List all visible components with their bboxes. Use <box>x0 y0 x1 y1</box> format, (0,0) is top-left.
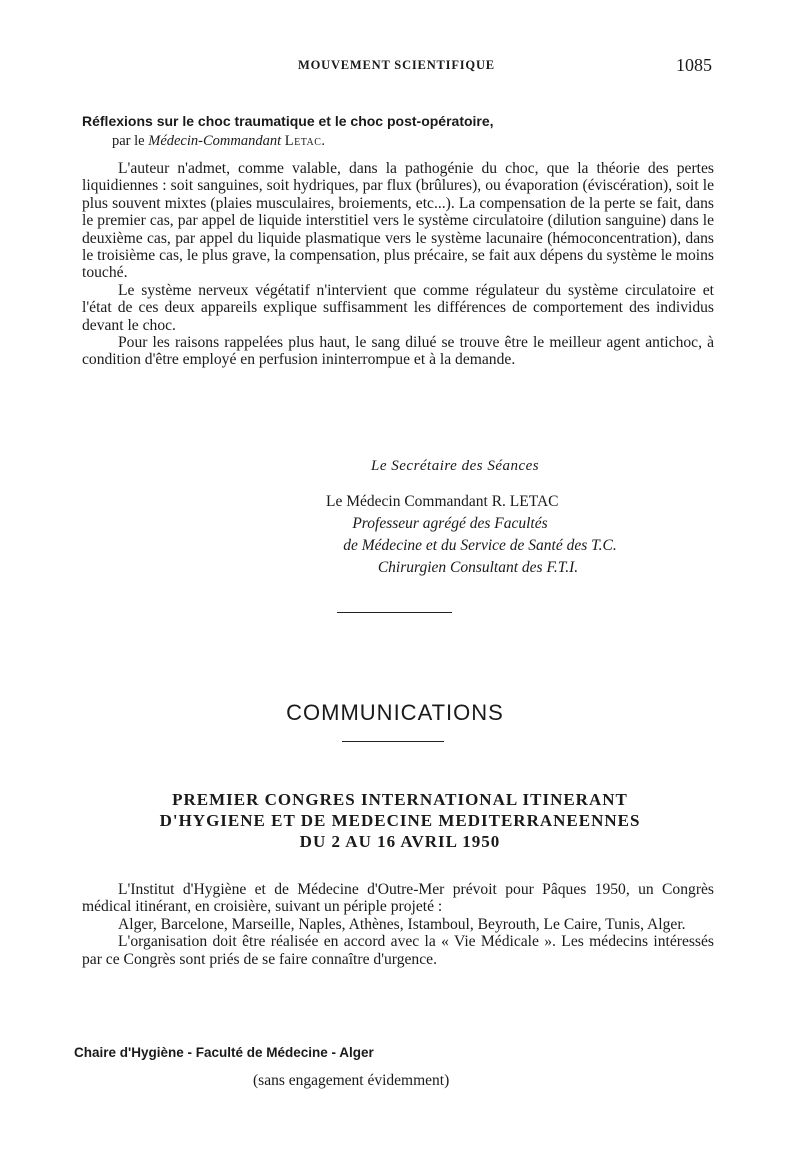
footer-note: (sans engagement évidemment) <box>253 1072 450 1089</box>
section-heading: COMMUNICATIONS <box>286 700 504 725</box>
communication-body <box>82 881 714 968</box>
signature-title-3: Chirurgien Consultant des F.T.I. <box>377 559 579 576</box>
signature-title-2: de Médecine et du Service de Santé des T.C. <box>343 537 617 554</box>
congress-title-line-2: D'HYGIENE ET DE MEDECINE MEDITERRANEENNES <box>159 811 641 830</box>
signature-secretary: Le Secrétaire des Séances <box>371 458 540 474</box>
congress-title-line-3: DU 2 AU 16 AVRIL 1950 <box>299 832 501 851</box>
signature-name: Le Médecin Commandant R. LETAC <box>326 493 559 510</box>
section-divider <box>337 612 452 613</box>
byline-role: Médecin-Commandant <box>148 133 282 149</box>
byline <box>112 133 722 150</box>
footer-institution: Chaire d'Hygiène - Faculté de Médecine - Alger <box>74 1045 374 1060</box>
congress-title-line-1: PREMIER CONGRES INTERNATIONAL ITINERANT <box>172 790 628 809</box>
communication-paragraph-1: L'Institut d'Hygiène et de Médecine d'Outre-Mer prévoit pour Pâques 1950, un Congrès médical itinérant, en croisière, suivant un périple projeté : <box>82 881 714 916</box>
byline-name: Letac. <box>284 133 326 149</box>
article-title: Réflexions sur le choc traumatique et le choc post-opératoire, <box>82 113 494 129</box>
page-number: 1085 <box>676 55 712 75</box>
article-paragraph-2: Le système nerveux végétatif n'intervient que comme régulateur du système circulatoire et l'état de ces deux appareils explique suffisamment les différences de comportement des individus devant le choc. <box>82 281 714 334</box>
article-paragraph-3: Pour les raisons rappelées plus haut, le sang dilué se trouve être le meilleur agent antichoc, à condition d'être employé en perfusion ininterrompue et à la demande. <box>82 334 714 369</box>
byline-prefix: par le <box>112 133 145 149</box>
communication-paragraph-2: Alger, Barcelone, Marseille, Naples, Athènes, Istamboul, Beyrouth, Le Caire, Tunis, Alger. <box>118 915 686 933</box>
communication-paragraph-3: L'organisation doit être réalisée en accord avec la « Vie Médicale ». Les médecins intéressés par ce Congrès sont priés de se faire connaître d'urgence. <box>82 933 714 968</box>
article-body <box>82 160 714 369</box>
article-paragraph-1: L'auteur n'admet, comme valable, dans la pathogénie du choc, que la théorie des pertes liquidiennes : soit sanguines, soit hydriques, par flux (brûlures), ou évaporation (éviscération), soit le plus souvent mixtes (plaies musculaires, broiements, etc...). La compensation de la perte se fait, dans le premier cas, par appel de liquide interstitiel vers le système circulatoire (dilution sanguine) dans le deuxième cas, par appel du liquide plasmatique vers le système lacunaire (hémoconcentration), dans le troisième cas, le plus grave, la compensation, plus précaire, se fait aux dépens du système le moins touché. <box>82 160 714 282</box>
signature-title-1: Professeur agrégé des Facultés <box>352 515 548 532</box>
article-header <box>82 113 722 150</box>
congress-title <box>0 789 800 852</box>
heading-underline <box>342 741 444 742</box>
running-head: MOUVEMENT SCIENTIFIQUE <box>298 58 495 72</box>
